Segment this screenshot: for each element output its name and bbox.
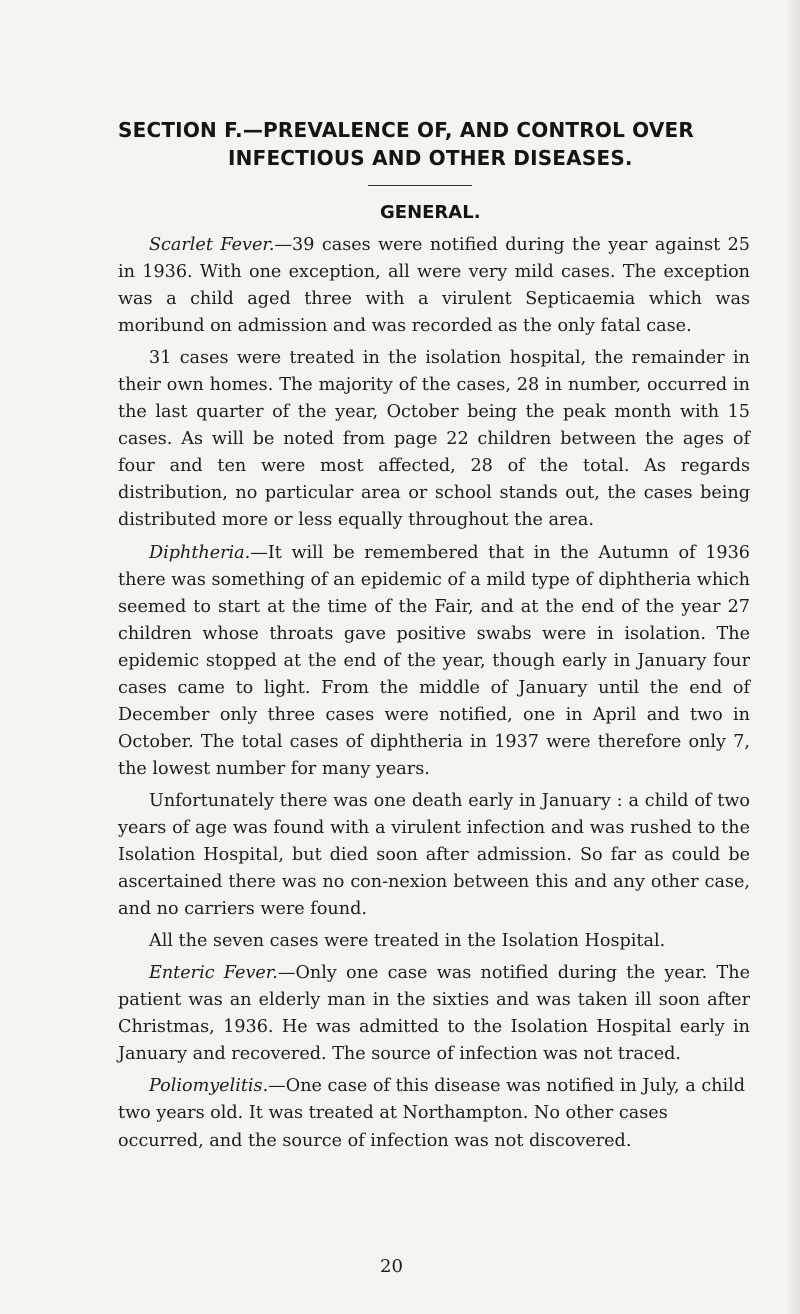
paragraph-text: —One case of this disease was notified in July, a child two years old. It was treated at Northampton. No other cases occurred, and the source of infection was not discovered. [118, 1076, 746, 1151]
paragraph-text: —It will be remembered that in the Autumn of 1936 there was something of an epidemic of a mild type of diphtheria which seemed to start at the time of the Fair, and at the end of the year 27 children whose throats gave positive swabs were in isolation. The epidemic stopped at the end of the year, though early in January four cases came to light. From the middle of January until the end of December only three cases were notified, one in April and two in October. The total cases of diphtheria in 1937 were therefore only 7, the lowest number for many years. [118, 542, 750, 779]
paragraph-text: —39 cases were notified during the year against 25 in 1936. With one exception, all were very mild cases. The exception was a child aged three with a virulent Septicaemia which was moribund on admission and was recorded as the only fatal case. [118, 235, 750, 337]
paragraph-diphtheria-death [118, 788, 750, 923]
subheading-general: GENERAL. [380, 202, 481, 223]
paragraph-text: 31 cases were treated in the isolation hospital, the remainder in their own homes. The majority of the cases, 28 in number, occurred in the last quarter of the year, October being the peak month with 15 cases. As will be noted from page 22 children between the ages of four and ten were most affected, 28 of the total. As regards distribution, no particular area or school stands out, the cases being distributed more or less equally throughout the area. [118, 348, 750, 531]
page-number: 20 [380, 1256, 403, 1277]
paragraph-text: Unfortunately there was one death early in January : a child of two years of age was found with a virulent infection and was rushed to the Isolation Hospital, but died soon after admission. So far as could be ascertained there was no con-nexion between this and any other case, and no carriers were found. [118, 790, 750, 920]
paragraph-lead: Enteric Fever. [149, 963, 278, 984]
paragraph-text: —Only one case was notified during the year. The patient was an elderly man in the sixties and was taken ill soon after Christmas, 1936. He was admitted to the Isolation Hospital early in January and recovered. The source of infection was not traced. [118, 963, 751, 1065]
divider-rule [368, 185, 472, 186]
section-title-line-2: INFECTIOUS AND OTHER DISEASES. [228, 146, 633, 170]
paragraph-scarlet-fever-cont [118, 345, 750, 534]
paragraph-enteric-fever [118, 960, 750, 1068]
paragraph-lead: Poliomyelitis. [149, 1076, 269, 1097]
paragraph-diphtheria [118, 540, 750, 783]
paragraph-scarlet-fever [118, 232, 750, 340]
paragraph-text: All the seven cases were treated in the Isolation Hospital. [149, 931, 666, 952]
page-edge-shadow [786, 0, 800, 1314]
paragraph-diphtheria-treatment [118, 928, 750, 955]
paragraph-lead: Diphtheria. [149, 542, 251, 563]
paragraph-poliomyelitis [118, 1073, 750, 1154]
paragraph-lead: Scarlet Fever. [149, 235, 275, 255]
body-text [118, 232, 750, 1160]
section-title-line-1: SECTION F.—PREVALENCE OF, AND CONTROL OVER [118, 118, 694, 142]
